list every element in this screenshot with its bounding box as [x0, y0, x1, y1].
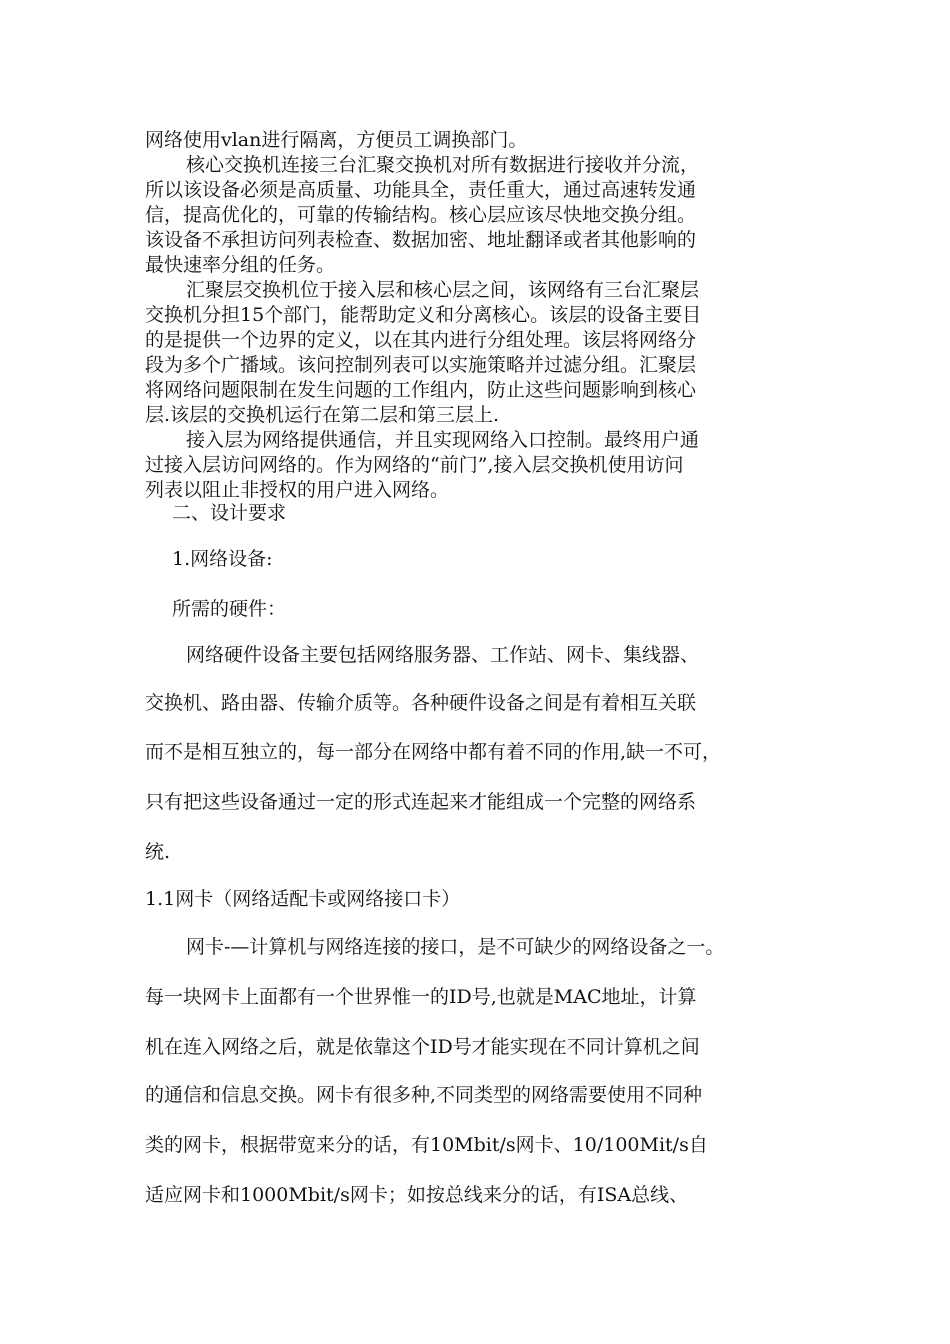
- paragraph-line: 网络硬件设备主要包括网络服务器、工作站、网卡、集线器、: [186, 644, 700, 666]
- paragraph-line: 汇聚层交换机位于接入层和核心层之间，该网络有三台汇聚层: [186, 279, 700, 301]
- paragraph-line: 层.该层的交换机运行在第二层和第三层上.: [145, 404, 500, 426]
- paragraph-line: 最快速率分组的任务。: [145, 254, 336, 276]
- section-heading: 二、设计要求: [172, 502, 287, 524]
- paragraph-line: 该设备不承担访问列表检查、数据加密、地址翻译或者其他影响的: [145, 229, 697, 251]
- paragraph-line: 所以该设备必须是高质量、功能具全，责任重大，通过高速转发通: [145, 179, 697, 201]
- paragraph-line: 过接入层访问网络的。作为网络的“前门”,接入层交换机使用访问: [145, 454, 684, 476]
- paragraph-line: 段为多个广播域。该问控制列表可以实施策略并过滤分组。汇聚层: [145, 354, 697, 376]
- paragraph-line: 类的网卡，根据带宽来分的话，有10Mbit/s网卡、10/100Mit/s自: [145, 1134, 708, 1156]
- paragraph-line: 而不是相互独立的，每一部分在网络中都有着不同的作用,缺一不可，: [145, 741, 722, 763]
- paragraph-line: 机在连入网络之后，就是依靠这个ID号才能实现在不同计算机之间: [145, 1036, 700, 1058]
- paragraph-line: 接入层为网络提供通信，并且实现网络入口控制。最终用户通: [186, 429, 700, 451]
- paragraph-line: 只有把这些设备通过一定的形式连起来才能组成一个完整的网络系: [145, 791, 697, 813]
- paragraph-line: 统.: [145, 841, 171, 863]
- paragraph-line: 每一块网卡上面都有一个世界惟一的ID号,也就是MAC地址，计算: [145, 986, 697, 1008]
- paragraph-line: 核心交换机连接三台汇聚交换机对所有数据进行接收并分流，: [186, 154, 700, 176]
- subsection-heading: 1.网络设备:: [172, 548, 273, 570]
- paragraph-line: 交换机分担15个部门，能帮助定义和分离核心。该层的设备主要目: [145, 304, 702, 326]
- paragraph-line: 列表以阻止非授权的用户进入网络。: [145, 479, 450, 501]
- paragraph-line: 的通信和信息交换。网卡有很多种,不同类型的网络需要使用不同种: [145, 1084, 703, 1106]
- hardware-label: 所需的硬件：: [172, 598, 287, 620]
- paragraph-line: 网络使用vlan进行隔离，方便员工调换部门。: [145, 129, 528, 151]
- paragraph-line: 网卡-—计算机与网络连接的接口，是不可缺少的网络设备之一。: [186, 936, 725, 958]
- paragraph-line: 信，提高优化的，可靠的传输结构。核心层应该尽快地交换分组。: [145, 204, 697, 226]
- paragraph-line: 的是提供一个边界的定义，以在其内进行分组处理。该层将网络分: [145, 329, 697, 351]
- subsection-heading: 1.1网卡（网络适配卡或网络接口卡）: [145, 888, 461, 910]
- paragraph-line: 将网络问题限制在发生问题的工作组内，防止这些问题影响到核心: [145, 379, 697, 401]
- paragraph-line: 交换机、路由器、传输介质等。各种硬件设备之间是有着相互关联: [145, 692, 697, 714]
- paragraph-line: 适应网卡和1000Mbit/s网卡；如按总线来分的话，有ISA总线、: [145, 1184, 689, 1206]
